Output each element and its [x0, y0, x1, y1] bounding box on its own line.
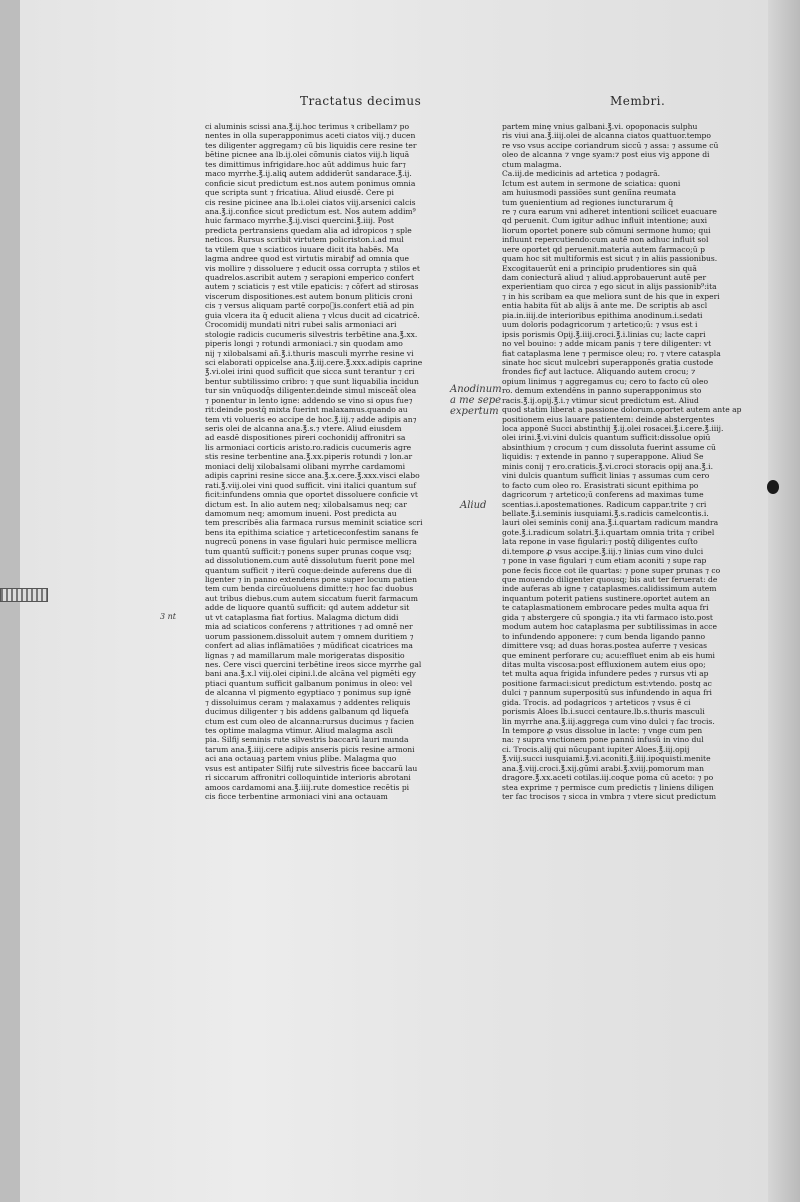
text-line: lin myrrhe ana.℥.iij.aggrega cum vino dulci ⁊ fac trocis.: [502, 716, 715, 726]
text-line: dagricorum ⁊ artetico;ū conferens ad maximas tume: [502, 490, 704, 500]
text-line: vis mollire ⁊ dissoluere ⁊ educit ossa corrupta ⁊ stilos et: [205, 263, 420, 273]
text-line: positione farmaci:sicut predictum est:vtendo. postq ac: [502, 678, 712, 688]
text-line: In tempore ꝓ vsus dissolue in lacte: ⁊ vnge cum pen: [502, 726, 703, 735]
text-line: rati.℥.viij.olei vini quod sufficit. vini italici quantum suf: [205, 480, 417, 490]
text-line: tum ꝯuenientium ad regiones iuncturarum q̄: [502, 197, 674, 207]
text-line: tes optime malagma vtimur. Aliud malagma ascli: [205, 726, 393, 735]
text-line: stologie radicis cucumeris silvestris terbētine ana.℥.xx.: [205, 329, 418, 339]
text-line: ana.℥.viij.croci.℥.xij.gūmi arabi.℥.xviij.pomorum man: [502, 763, 705, 773]
margin-note-aliud: Aliud: [460, 500, 487, 511]
text-line: ctum malagma.: [502, 159, 562, 169]
text-line: porismis Aloes lb.i.succi centaure.lb.ѕ.thuris masculi: [502, 707, 705, 717]
text-line: frondes ficꝭ aut lactuce. Aliquando autem crocu; ⁊: [502, 367, 696, 377]
text-line: bens ita epithima sciatice ⁊ arteticeconfestim sanans fe: [205, 527, 419, 537]
text-line: quod statim liberat a passione dolorum.oportet autem ante ap: [502, 405, 742, 415]
text-line: nentes in olla superapponimus aceti ciatos viij.⁊ ducen: [205, 131, 416, 141]
text-line: bētine picnee ana lb.ij.olei cõmunis ciatos viij.h liquā: [205, 150, 410, 160]
text-line: lis armoniaci corticis aristo.ro.radicis cucumeris agre: [205, 442, 412, 452]
text-line: ad easdē dispositiones pireri cochonidij affronitri sa: [205, 433, 406, 443]
text-line: ci. Trocis.alij qui nūcupant iupiter Aloes.℥.iij.opij: [502, 744, 690, 754]
text-line: amoos cardamomi ana.℥.iiij.rute domestice recētis pi: [205, 782, 410, 792]
text-line: Crocomidij mundati nitri rubei salis armoniaci ari: [205, 320, 397, 330]
text-line: mia ad sciaticos conferens ⁊ attritiones ⁊ ad omnē ner: [205, 622, 413, 632]
text-line: huic farmaco myrrhe.℥.ij.visci quercini.℥.iiij. Post: [205, 216, 394, 226]
text-line: bani ana.℥.x.l viij.olei cipini.l.de alcāna vel pigmēti egy: [205, 669, 416, 679]
text-line: di.tempore ꝓ vsus accipe.℥.iij.⁊ linias cum vino dulci: [502, 546, 704, 556]
text-line: lignas ⁊ ad mamillarum male morigeratas dispositio: [205, 650, 405, 660]
text-line: tem prescribēs alia farmaca rursus meminit sciatice scri: [205, 518, 423, 528]
page-gutter: [768, 0, 800, 1202]
text-line: olei irini.℥.vi.vini dulcis quantum sufficit:dissolue opiū: [502, 433, 711, 443]
text-line: fiat cataplasma lene ⁊ permisce oleu; ro. ⁊ vtere cataspla: [502, 348, 721, 358]
text-line: Excogitauerūt eni a principio prudentiores sin quā: [502, 263, 697, 273]
text-line: liorum oportet ponere sub cōmuni sermone humo; qui: [502, 225, 711, 235]
text-line: ditas multa viscosa:post effluxionem autem eius opo;: [502, 659, 706, 669]
text-line: vsus est antipater Silfij rute silvestris ficee baccarū lau: [205, 763, 418, 773]
text-line: cis resine picinee ana lb.i.olei ciatos viij.arsenici calcis: [205, 197, 416, 207]
text-line: seris olei de alcanna ana.℥.ѕ.⁊ vtere. Aliud eiusdem: [205, 424, 402, 433]
page-edge-tab: [0, 588, 48, 602]
text-line: ipsis porismis Opij.℥.iiij.croci.℥.i.linias cu; lacte capri: [502, 329, 706, 339]
text-line: inde auferas ab igne ⁊ cataplasmes.calidissimum autem: [502, 584, 717, 594]
text-line: rit:deinde postq̄ mixta fuerint malaxamus.quando au: [205, 405, 408, 415]
text-line: adde de liquore quantū sufficit: qd autem addetur sit: [205, 603, 410, 613]
text-line: dimittere vsq; ad duas horas.postea auferre ⁊ vesicas: [502, 641, 708, 651]
text-line: guia vlcera ita q̄ educit aliena ⁊ vlcus ducit ad cicatricē.: [205, 310, 420, 320]
text-line: que scripta sunt ⁊ fricatiua. Aliud eiusdē. Cere pi: [205, 188, 394, 198]
text-line: predicta pertransiens quedam alia ad idropicos ⁊ sple: [205, 225, 412, 235]
text-line: tarum ana.℥.iiij.cere adipis anseris picis resine armoni: [205, 744, 415, 754]
text-line: positionem eius lauare patientem: deinde abstergentes: [502, 414, 715, 424]
text-line: ad dissolutionem.cum autē dissolutum fuerit pone mel: [205, 556, 415, 566]
text-line: viscerum dispositiones.est autem bonum pliticis croni: [205, 291, 413, 301]
margin-note-small: 3 nt: [160, 612, 176, 621]
text-line: cis ⁊ versus aliquam partē corpo᷑is.confert etiā ad pin: [205, 301, 415, 311]
text-line: ro. demum extendēns in panno superapponimus sto: [502, 386, 702, 396]
text-line: ⁊ in his scribam ea que meliora sunt de his que in experi: [502, 291, 720, 301]
text-line: liquidis: ⁊ extende in panno ⁊ superappone. Aliud Se: [502, 452, 704, 462]
text-line: no vel bouino: ⁊ adde micam panis ⁊ tere diligenter: vt: [502, 339, 712, 349]
text-line: lagma andree quod est virtutis mirabiꝭ ad omnia que: [205, 254, 409, 264]
text-line: tet multa aqua frigida infundere pedes ⁊ rursus vti ap: [502, 669, 709, 679]
running-head-right: Membri.: [610, 94, 666, 108]
text-line: que eminent perforare cu; acu:effluet enim ab eis humi: [502, 650, 715, 660]
text-line: gote.℥.i.radicum solatri.℥.i.quartam omnia trita ⁊ cribel: [502, 527, 715, 537]
text-line: moniaci delij xilobalsami olibani myrrhe cardamomi: [205, 461, 405, 471]
text-line: ℥.vi.olei irini quod sufficit que sicca sunt terantur ⁊ cri: [205, 367, 415, 377]
text-line: Ca.iij.de medicinis ad artetica ⁊ podagrā.: [502, 169, 661, 179]
text-line: stea exprime ⁊ permisce cum predictis ⁊ liniens diligen: [502, 782, 714, 792]
text-line: tes diligenter aggregam⁊ cũ bis liquidis cere resine ter: [205, 140, 417, 150]
text-line: ana.℥.ij.confice sicut predictum est. Nos autem addim⁹: [205, 206, 416, 216]
text-line: absinthium ⁊ crocum ⁊ cum dissoluta fuerint assume cū: [502, 442, 716, 452]
text-line: uere oportet qd peruenit.materia autem farmaco;ū p: [502, 244, 705, 254]
text-line: oleo de alcanna ⁊ vnge syam:⁊ post eius viꝫ appone di: [502, 150, 710, 160]
text-line: re vso vsus accipe coriandrum siccū ⁊ assa: ⁊ assume cū: [502, 140, 719, 150]
text-line: qd peruenit. Cum igitur adhuc influit intentione; auxi: [502, 216, 708, 226]
text-line: confert ad alias inflāmatiōes ⁊ mūdificat cicatrices ma: [205, 641, 413, 651]
text-line: piperis longi ⁊ rotundi armoniaci.⁊ sin quodam amo: [205, 339, 403, 349]
text-line: uum doloris podagricorum ⁊ artetico;ū: ⁊ vsus est i: [502, 320, 698, 330]
text-line: entia habita fūt ab alijs ā ante me. De scriptis ab ascl: [502, 301, 708, 311]
text-line: tem cum benda circūuoluens dimitte:⁊ hoc fac duobus: [205, 584, 414, 594]
text-line: te cataplasmationem embrocare pedes multa aqua fri: [502, 603, 709, 613]
text-line: quantum sufficit ⁊ iterū coque:deinde auferens due di: [205, 565, 412, 575]
text-line: cis ficce terbentine armoniaci vini ana octauam: [205, 792, 388, 802]
right-text-column: [502, 122, 752, 802]
text-line: modum autem hoc cataplasma per subtilissimas in acce: [502, 622, 717, 632]
text-line: de alcanna vl pigmento egyptiaco ⁊ ponimus sup ignē: [205, 688, 411, 698]
text-line: nij ⁊ xilobalsami añ.℥.i.thuris masculi myrrhe resine vi: [205, 348, 414, 358]
text-line: opium linimus ⁊ aggregamus cu; cero to facto cū oleo: [502, 376, 709, 386]
text-line: ⁊ ponentur in lento igne: addendo se vino si opus fue⁊: [205, 395, 413, 405]
text-line: am huiusmodi passiões sunt geniīna reumata: [502, 188, 677, 198]
text-line: pone fecis ficce cot ile quartas: ⁊ pone super prunas ⁊ co: [502, 565, 721, 575]
running-head-left: Tractatus decimus: [300, 94, 422, 108]
text-line: quadrelos.ascribit autem ⁊ serapioni emperico confert: [205, 273, 415, 282]
text-line: ri siccarum affronitri colloquintide interioris abrotani: [205, 773, 411, 783]
text-line: to infundendo apponere: ⁊ cum benda ligando panno: [502, 631, 706, 641]
text-line: autem ⁊ sciaticis ⁊ est vtile epaticis: ⁊ cōfert ad stirosas: [205, 282, 419, 292]
text-line: nes. Cere visci quercini terbētine ireos sicce myrrhe gal: [205, 659, 422, 669]
text-line: ci aluminis scissi ana.℥.ij.hoc terimus ꝛ cribellam⁊ po: [205, 122, 410, 131]
text-line: ducimus diligenter ⁊ bis addens galbanum qd liquefa: [205, 707, 409, 717]
text-line: dictum est. In alio autem neq; xilobalsamus neq; car: [205, 499, 407, 509]
text-line: sci elaborati oppicelse ana.℥.iij.cere.℥.xxx.adipis caprine: [205, 357, 423, 367]
text-line: tum quantū sufficit:⁊ ponens super prunas coque vsq;: [205, 546, 412, 556]
text-line: dragore.℥.xx.aceti cotilas.iij.coque poma cū aceto: ⁊ po: [502, 773, 714, 783]
text-line: vini dulcis quantum sufficit linias ⁊ assumas cum cero: [502, 471, 710, 481]
text-line: nugrecū ponens in vase figulari huic permisce mellicra: [205, 537, 417, 547]
text-line: partem minę vnius galbani.℥.vi. opoponacis sulphu: [502, 122, 698, 131]
text-line: gida ⁊ abstergere cū spongia.⁊ ita vti farmaco isto.post: [502, 612, 713, 622]
text-line: pia.in.iiij.de interioribus epithima anodinum.i.sedati: [502, 310, 703, 320]
text-line: ⁊ dissoluimus ceram ⁊ malaxamus ⁊ addentes reliquis: [205, 697, 411, 707]
text-line: inquantum poterit patiens sustinere.oportet autem an: [502, 593, 710, 603]
text-line: lata repone in vase figulari:⁊ postq̄ diligentes cuſto: [502, 537, 698, 547]
text-line: influunt repercutiendo:cum autē non adhuc influit sol: [502, 235, 709, 245]
text-line: quam hoc sit multiformis est sicut ⁊ in aliis passionibus.: [502, 254, 718, 264]
text-line: aci ana octauaꝫ partem vnius ꝑlibe. Malagma quo: [205, 754, 397, 764]
text-line: bentur subtilissimo cribro: ⁊ que sunt liquabilia incidun: [205, 376, 419, 386]
text-line: aut tribus diebus.cum autem siccatum fuerit farmacum: [205, 593, 418, 603]
text-line: re ⁊ cura earum vni adheret intentioni scilicet euacuare: [502, 206, 717, 216]
text-line: Ictum est autem in sermone de sciatica: quoni: [502, 178, 681, 188]
text-line: experientiam quo circa ⁊ ego sicut in alijs passionib⁹:ita: [502, 282, 717, 292]
text-line: tes dimittimus infrigidare.hoc aūt addimus huic far⁊: [205, 159, 406, 169]
text-line: ter fac trocisos ⁊ sicca in vmbra ⁊ vtere sicut predictum: [502, 792, 717, 802]
text-line: gida. Trocis. ad podagricos ⁊ arteticos ⁊ vsus ē ci: [502, 697, 691, 707]
text-line: uorum passionem.dissoluit autem ⁊ omnem duritiem ⁊: [205, 631, 414, 641]
text-line: conficie sicut predictum est.nos autem ponimus omnia: [205, 178, 416, 188]
page-hole-mark: [767, 480, 779, 494]
text-line: tur sin vnūquodq̄ѕ diligenter.deinde simul misceāt̄ olea: [205, 386, 417, 396]
text-line: ta vtilem que ꝛ sciaticos iuuare dicit ita habēs. Ma: [205, 244, 399, 254]
text-line: adipis caprini resine sicce ana.℥.x.cere.℥.xxx.visci elabo: [205, 471, 420, 481]
margin-note-anodinum: Anodinum a me sepe expertum: [450, 384, 502, 417]
text-line: scentias.i.apostemationes. Radicum cappar.trite ⁊ cri: [502, 499, 707, 509]
text-line: ut vt cataplasma fiat fortius. Malagma dictum didi: [205, 612, 399, 622]
text-line: pia. Silfij seminis rute silvestris baccarū lauri munda: [205, 735, 409, 745]
text-line: bellate.℥.i.seminis iusquiami.℥.ѕ.radicis camelcontis.i.: [502, 508, 709, 518]
text-line: stis resine terbentine ana.℥.xx.piperis rotundi ⁊ lon.ar: [205, 452, 413, 462]
left-text-column: [205, 122, 455, 802]
text-line: ctum est cum oleo de alcanna:rursus ducimus ⁊ facien: [205, 716, 414, 726]
text-line: neticos. Rursus scribit virtutem policriston.i.ad mul: [205, 235, 404, 245]
text-line: tem vti volueris eo accipe de hoc.℥.iij.⁊ adde adipis an⁊: [205, 414, 417, 424]
text-line: ⁊ pone in vase figulari ⁊ cum etiam aconiti ⁊ supe rap: [502, 556, 707, 566]
text-line: racis.℥.ij.opij.℥.i.⁊ vtimur sicut predictum est. Aliud: [502, 395, 699, 405]
text-line: sinate hoc sicut mulcebri superapponēs gratia custode: [502, 357, 714, 367]
text-line: lauri olei seminis conij ana.℥.i.quartam radicum mandra: [502, 518, 719, 528]
book-page: [20, 0, 780, 1202]
text-line: ligenter ⁊ in panno extendens pone super locum patien: [205, 575, 417, 584]
text-line: ris viui ana.℥.iiij.olei de alcanna ciatos quattuor.tempo: [502, 131, 711, 141]
text-line: dulci ⁊ pannum superpositū sus infundendo in aqua fri: [502, 688, 712, 698]
text-line: dam coniecturā aliud ⁊ aliud.approbauerunt autē per: [502, 273, 707, 282]
text-line: ficit:infundens omnia que oportet dissoluere conficie vt: [205, 490, 418, 500]
text-line: maco myrrhe.℥.ij.aliꝗ autem addiderūt sandarace.℥.ij.: [205, 169, 412, 179]
text-line: minis conij ⁊ ero.craticis.℥.vi.croci storacis opij ana.℥.i.: [502, 461, 714, 471]
text-line: ℥.viij.succi iusquiami.℥.vi.aconiti.℥.iiij.ipoquisti.menite: [502, 754, 711, 764]
text-line: loca apponē Succi abstinthij ℥.ij.olei rosacei.℥.i.cere.℥.iiij.: [502, 424, 724, 433]
text-line: ptiaci quantum sufficit galbanum ponimus in oleo: vel: [205, 678, 413, 688]
text-line: to facto cum oleo ro. Erasistrati sicunt epithima po: [502, 480, 699, 490]
text-line: damomum neq; amomum inueni. Post predicta au: [205, 508, 397, 518]
text-line: na: ⁊ supra vnctionem pone pannū infusū in vino dul: [502, 735, 704, 745]
text-line: que mouendo diligenter quousq; bis aut ter feruerat: de: [502, 575, 718, 584]
